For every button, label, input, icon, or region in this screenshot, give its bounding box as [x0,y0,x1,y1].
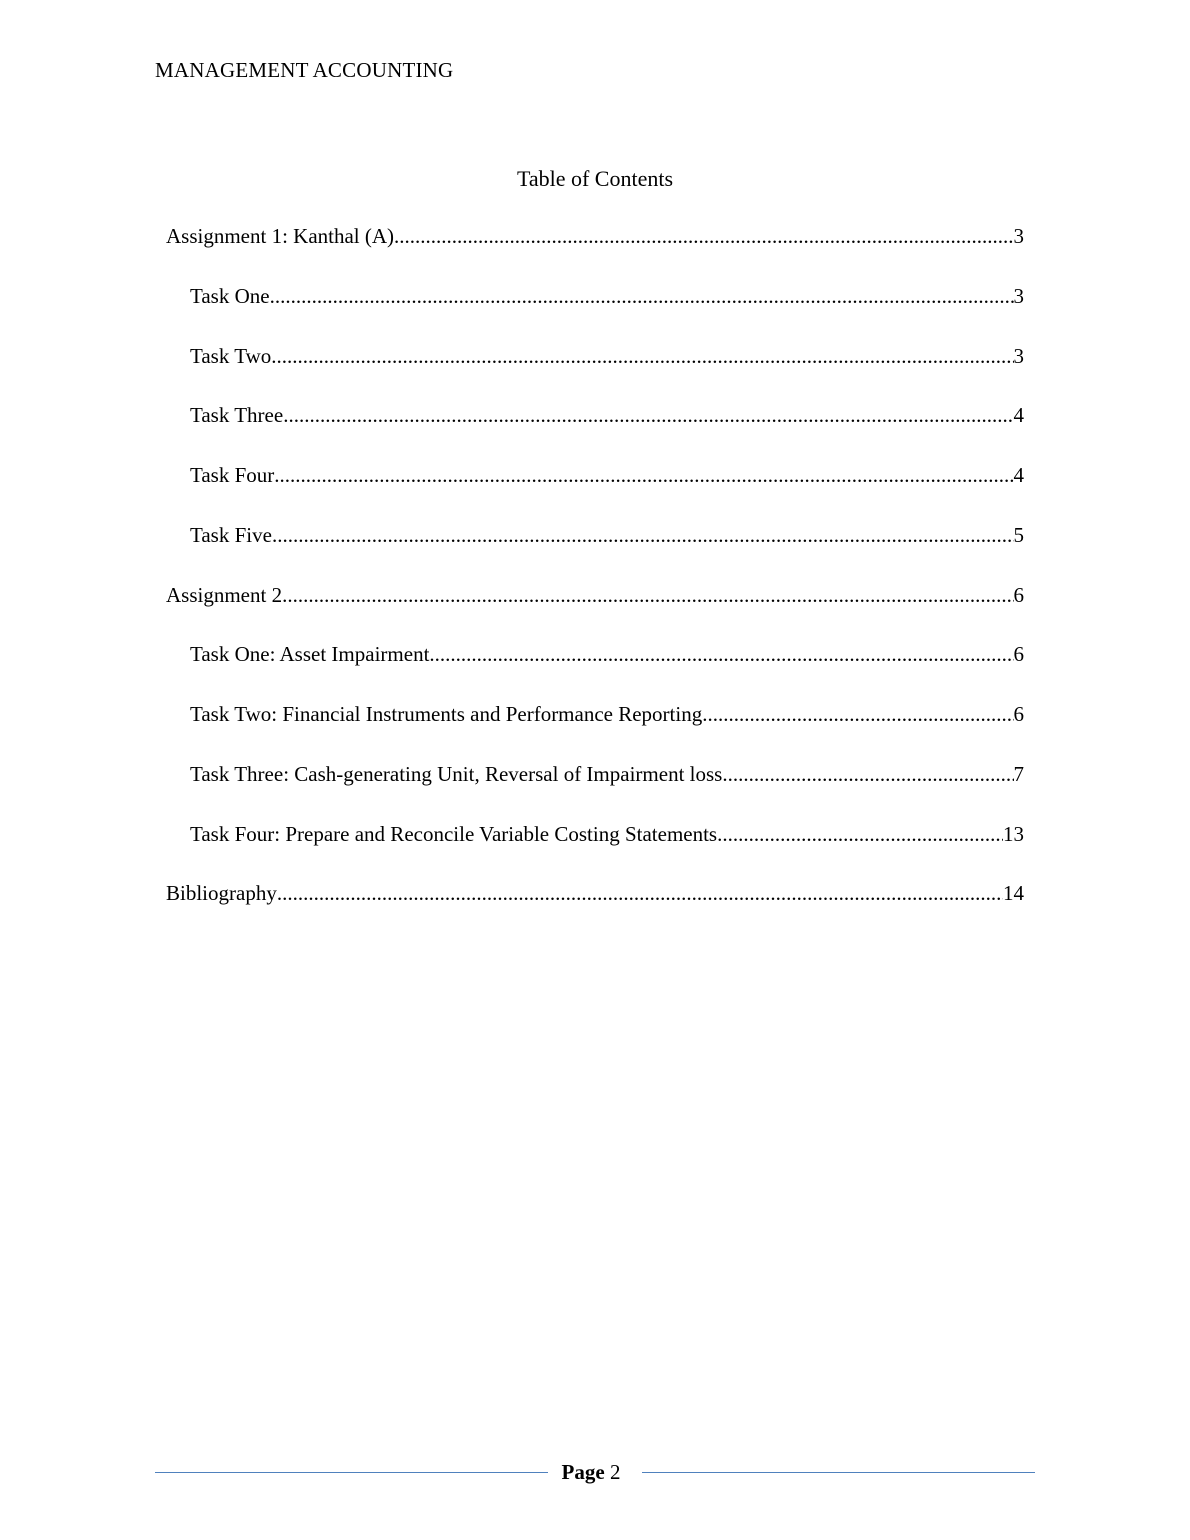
toc-entry-label: Task One [190,283,270,308]
toc-entry-task-two[interactable] [166,344,1024,404]
toc-entry-label: Bibliography [166,881,277,906]
toc-entry-page: 4 [1013,463,1024,487]
toc-entry-label: Task One: Asset Impairment [190,642,430,667]
toc-entry-page: 3 [1013,224,1024,248]
footer-rule-left [155,1472,548,1473]
toc-entry-page: 6 [1013,642,1024,667]
toc-entry-asset-impairment[interactable] [166,642,1024,702]
toc-entry-page: 6 [1013,582,1024,607]
toc-entry-label: Task Two: Financial Instruments and Performance Reporting [190,702,703,726]
toc-entry-task-one[interactable] [166,284,1024,344]
dot-leader [717,822,1003,847]
toc-entry-task-three[interactable] [166,403,1024,463]
toc-entry-page: 6 [1013,702,1024,726]
running-header: MANAGEMENT ACCOUNTING [155,58,454,82]
toc-entry-label: Task Three: Cash-generating Unit, Reversal of Impairment loss [190,761,723,786]
dot-leader [271,344,1013,369]
toc-entry-page: 3 [1013,343,1024,368]
toc-entry-task-five[interactable] [166,523,1024,583]
toc-entry-label: Assignment 2 [166,582,283,607]
toc-entry-assignment-2[interactable] [166,583,1024,643]
toc-entry-cash-generating-unit[interactable] [166,762,1024,822]
page-footer [155,1458,1035,1486]
toc-entry-page: 4 [1013,403,1024,428]
toc-entry-page: 13 [1003,821,1024,846]
toc-entry-page: 3 [1013,283,1024,308]
toc-entry-page: 5 [1013,522,1024,547]
footer-page-number: 2 [609,1459,621,1484]
footer-rule-right [642,1472,1035,1473]
footer-page-label [548,1460,643,1485]
toc-entry-bibliography[interactable] [166,881,1024,941]
toc-entry-page: 14 [1003,881,1024,906]
toc-title: Table of Contents [516,166,674,191]
toc-entry-label: Assignment 1: Kanthal (A) [166,224,395,248]
dot-leader [277,881,1003,906]
table-of-contents [166,224,1024,941]
dot-leader [394,224,1013,249]
dot-leader [272,523,1014,548]
toc-entry-label: Task Three [190,403,284,428]
dot-leader [274,463,1013,488]
toc-entry-page: 7 [1013,761,1024,786]
dot-leader [429,642,1013,667]
toc-entry-label: Task Four: Prepare and Reconcile Variable Costing Statements [190,821,718,846]
footer-page-word: Page [561,1459,605,1484]
toc-entry-variable-costing[interactable] [166,822,1024,882]
toc-entry-task-four[interactable] [166,463,1024,523]
toc-entry-financial-instruments[interactable] [166,702,1024,762]
toc-entry-label: Task Four [190,463,275,487]
dot-leader [722,762,1013,787]
dot-leader [270,284,1014,309]
toc-entry-label: Task Five [190,522,272,547]
toc-entry-label: Task Two [190,343,272,368]
dot-leader [282,583,1013,608]
dot-leader [702,702,1013,727]
toc-entry-assignment-1[interactable] [166,224,1024,284]
dot-leader [283,403,1013,428]
